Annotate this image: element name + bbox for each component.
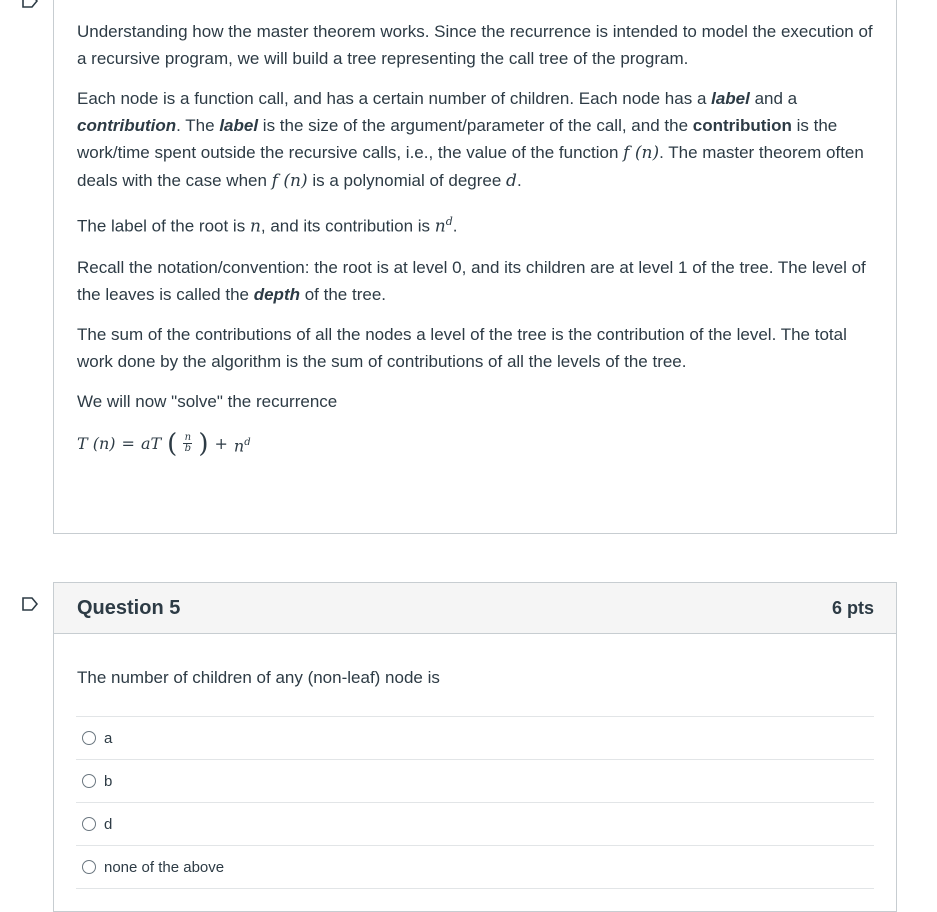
text: . [452, 216, 458, 236]
eq-aT: aT [140, 434, 162, 454]
paren-close: ) [198, 428, 209, 459]
paren-open: ( [167, 428, 178, 459]
math-f-n: f (n) [271, 171, 308, 191]
answer-label: a [104, 729, 113, 747]
question-points: 6 pts [831, 597, 874, 618]
text: is the size of the argument/parameter of the call, and the [258, 116, 693, 135]
text: . The [176, 116, 220, 135]
paragraph-5: The sum of the contributions of all the nodes a level of the tree is the contribution of the level. The total work done by the algorithm is the sum of contributions of all the levels of the tree. [77, 324, 847, 371]
question-card [53, 582, 897, 912]
text: The label of the root is [77, 216, 250, 236]
paragraph-4 [77, 254, 873, 308]
text: is a polynomial of degree [307, 171, 507, 190]
eq-num: n [184, 432, 192, 444]
text-card [53, 0, 897, 534]
flag-icon[interactable] [22, 0, 38, 8]
radio-button[interactable] [82, 860, 96, 874]
radio-button[interactable] [82, 817, 96, 831]
text: . [516, 171, 522, 190]
math-n: n [249, 216, 261, 237]
text: of the tree. [300, 284, 386, 304]
answer-option[interactable] [76, 760, 874, 803]
paragraph-3 [77, 208, 873, 241]
eq-plus: + [214, 434, 228, 454]
answer-option[interactable] [76, 803, 874, 846]
recurrence-equation [77, 429, 873, 459]
eq-equals: = [121, 434, 135, 454]
eq-d: d [244, 436, 251, 448]
text: is the work/time spent outside the recursive calls, i.e., the value of the function [77, 116, 838, 162]
eq-n: n [233, 435, 245, 455]
question-title: Question 5 [77, 596, 181, 619]
text: Each node is a function call, and has a certain number of children. Each node has a [77, 89, 712, 108]
term-label: label [711, 89, 750, 108]
text: Recall the notation/convention: the root is at level 0, and its children are at level 1 of the tree. The level of the leaves is called the [77, 257, 866, 304]
question-header [54, 583, 896, 634]
math-f-n: f (n) [623, 143, 660, 163]
paragraph-1: Understanding how the master theorem works. Since the recurrence is intended to model the execution of a recursive program, we will build a tree representing the call tree of the program. [77, 22, 873, 68]
math-n: n [434, 216, 446, 237]
paragraph-2 [77, 85, 873, 195]
eq-den: b [184, 443, 192, 455]
term-contribution: contribution [692, 116, 792, 135]
text: and a [749, 89, 798, 108]
answer-label: b [104, 772, 113, 790]
question-text: The number of children of any (non-leaf) node is [77, 668, 440, 687]
term-depth: depth [253, 284, 300, 304]
radio-button[interactable] [82, 774, 96, 788]
paragraph-6: We will now "solve" the recurrence [77, 391, 338, 411]
radio-button[interactable] [82, 731, 96, 745]
text: , and its contribution is [260, 216, 435, 236]
text: . The master theorem often deals with the case when [77, 143, 864, 190]
term-label: label [219, 116, 259, 135]
answer-label: none of the above [104, 858, 225, 876]
eq-fraction [183, 433, 192, 454]
math-d: d [506, 171, 517, 191]
card-body [54, 0, 896, 459]
flag-question-icon[interactable] [22, 597, 38, 611]
eq-lhs: T (n) [77, 434, 116, 454]
answer-option[interactable] [76, 846, 874, 889]
term-contribution: contribution [77, 116, 177, 135]
answer-label: d [104, 815, 113, 833]
answer-option[interactable] [76, 717, 874, 760]
math-d: d [445, 215, 453, 228]
eq-nd [234, 429, 251, 459]
answer-list [76, 716, 874, 889]
